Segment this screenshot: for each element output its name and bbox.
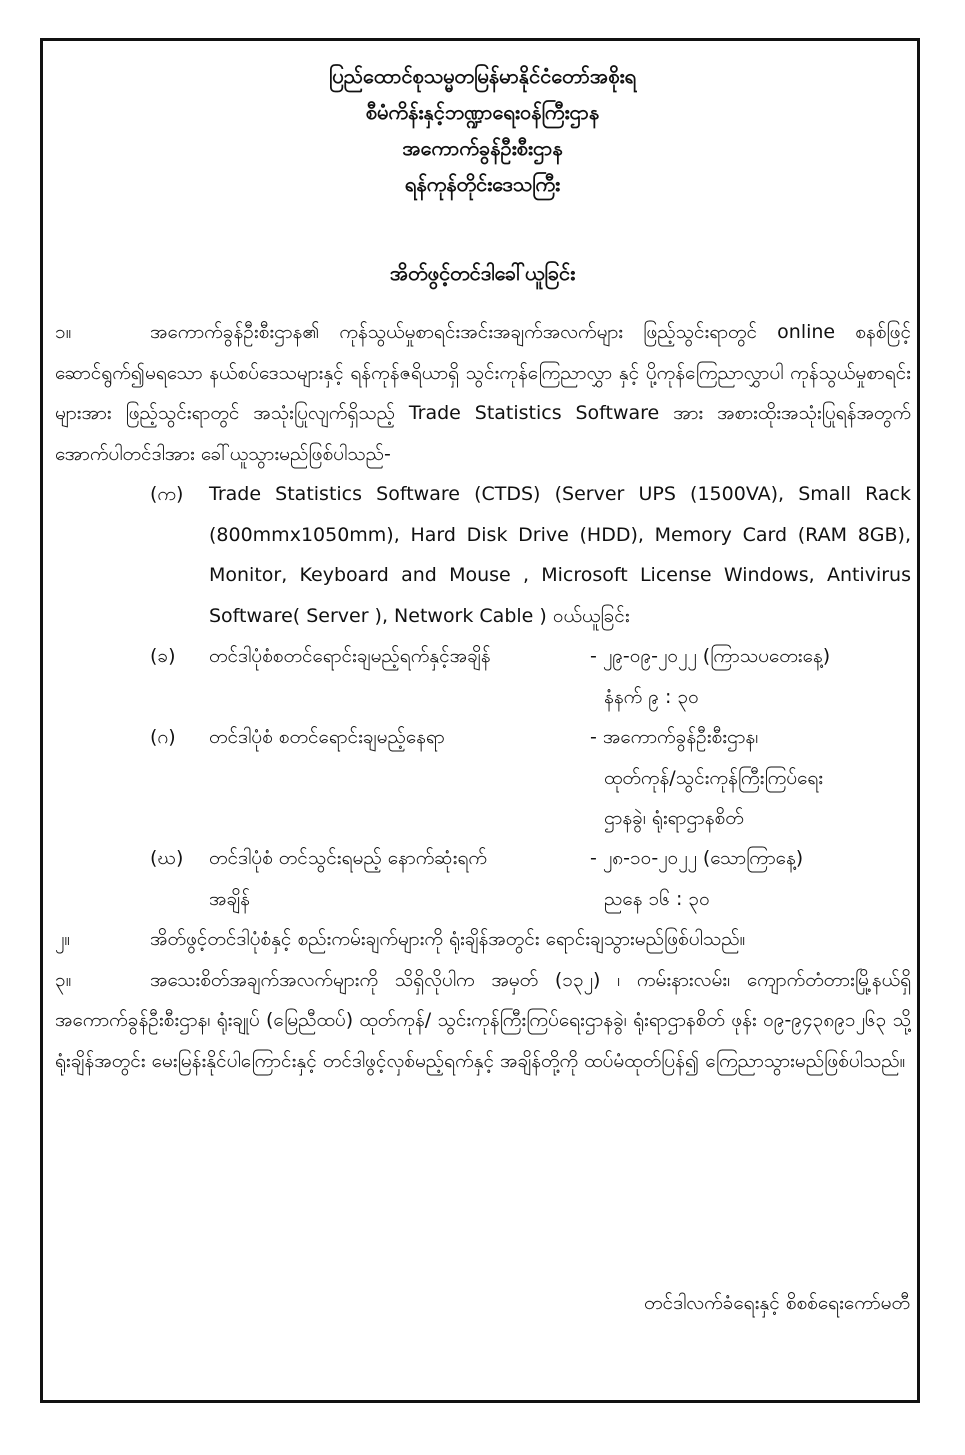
item-ga-label: တင်ဒါပုံစံ စတင်ရောင်းချမည့်နေရာ: [209, 726, 445, 748]
paragraph-1-text: အကောက်ခွန်ဦးစီးဌာန၏ ကုန်သွယ်မှုစာရင်းအင်းအချက်အလက်များ ဖြည့်သွင်းရာတွင် online စနစ်ဖြင့် ဆောင်ရွက်၍မရသော နယ်စပ်ဒေသများနှင့် ရန်ကုန်ဇရိယာရှိ သွင်းကုန်ကြေညာလွှာ နှင့် ပို့ကုန်ကြေညာလွှာပါ ကုန်သွယ်မှုစာရင်းများအား ဖြည့်သွင်းရာတွင် အသုံးပြုလျက်ရှိသည့် Trade Statistics Software အား အစားထိုးအသုံးပြုရန်အတွက် အောက်ပါတင်ဒါအား ခေါ်ယူသွားမည်ဖြစ်ပါသည်-: [55, 321, 911, 465]
paragraph-1: [55, 312, 911, 474]
paragraph-1-number: ၁။: [55, 321, 72, 343]
item-gha-mark: (ဃ): [150, 847, 184, 869]
sale-date: - ၂၉-၀၉-၂၀၂၂ (ကြာသပတေးနေ့): [590, 645, 831, 667]
deadline-time: ညနေ ၁၆ : ၃၀: [604, 887, 710, 910]
document-body: [55, 312, 911, 1081]
item-ka: [150, 474, 911, 636]
paragraph-3-number: ၃။: [55, 968, 72, 991]
item-ga: [150, 717, 911, 838]
header-ministry: စီမံကိန်းနှင့်ဘဏ္ဍာရေးဝန်ကြီးဌာန: [365, 100, 600, 124]
sale-time: နံနက် ၉ : ၃၀: [604, 685, 699, 708]
sale-location-line-3: ဌာနခွဲ၊ ရုံးရာဌာနစိတ်: [604, 807, 744, 829]
header-region: ရန်ကုန်တိုင်းဒေသကြီး: [404, 172, 561, 196]
paragraph-2: [55, 919, 911, 960]
signature-committee: တင်ဒါလက်ခံရေးနှင့် စိစစ်ရေးကော်မတီ: [644, 1292, 910, 1314]
paragraph-3-text: အသေးစိတ်အချက်အလက်များကို သိရှိလိုပါက အမှတ် (၁၃၂) ၊ ကမ်းနားလမ်း၊ ကျောက်တံတားမြို့နယ်ရှိ အကောက်ခွန်ဦးစီးဌာန၊ ရုံးချုပ် (မြေညီထပ်) ထုတ်ကုန်/ သွင်းကုန်ကြီးကြပ်ရေးဌာနခွဲ၊ ရုံးရာဌာနစိတ် ဖုန်း ၀၉-၉၄၃၈၉၁၂၆၃ သို့ ရုံးချိန်အတွင်း မေးမြန်းနိုင်ပါကြောင်းနှင့် တင်ဒါဖွင့်လှစ်မည့်ရက်နှင့် အချိန်တို့ကို ထပ်မံထုတ်ပြန်၍ ကြေညာသွားမည်ဖြစ်ပါသည်။: [55, 968, 911, 1072]
item-kha: [150, 636, 911, 717]
item-ga-value: [590, 717, 920, 839]
paragraph-2-number: ၂။: [55, 928, 71, 950]
header-department: အကောက်ခွန်ဦးစီးဌာန: [402, 136, 563, 160]
item-gha-value: [590, 838, 920, 919]
sale-location-line-2: ထုတ်ကုန်/သွင်းကုန်ကြီးကြပ်ရေး: [604, 766, 824, 789]
deadline-label-line-1: တင်ဒါပုံစံ တင်သွင်းရမည့် နောက်ဆုံးရက်: [209, 847, 487, 869]
document-header: [0, 58, 965, 202]
notice-title: အိတ်ဖွင့်တင်ဒါခေါ်ယူခြင်း: [389, 261, 576, 285]
deadline-label-line-2: အချိန်: [209, 887, 250, 910]
item-kha-label: တင်ဒါပုံစံစတင်ရောင်းချမည့်ရက်နှင့်အချိန်: [209, 645, 491, 667]
deadline-date: - ၂၈-၁၀-၂၀၂၂ (သောကြာနေ့): [590, 847, 804, 869]
item-ka-mark: (က): [150, 483, 184, 505]
header-government: ပြည်ထောင်စုသမ္မတမြန်မာနိုင်ငံတော်အစိုးရ: [328, 64, 637, 88]
item-gha: [150, 838, 911, 919]
sale-location-line-1: - အကောက်ခွန်ဦးစီးဌာန၊: [590, 726, 759, 748]
item-kha-mark: (ခ): [150, 645, 176, 667]
item-kha-value: [590, 636, 920, 717]
item-ga-mark: (ဂ): [150, 726, 176, 748]
paragraph-3: [55, 960, 911, 1082]
paragraph-2-text: အိတ်ဖွင့်တင်ဒါပုံစံနှင့် စည်းကမ်းချက်များကို ရုံးချိန်အတွင်း ရောင်းချသွားမည်ဖြစ်ပါသည်။: [150, 928, 746, 950]
item-ka-text: Trade Statistics Software (CTDS) (Server UPS (1500VA), Small Rack (800mmx1050mm), Hard Disk Drive (HDD), Memory Card (RAM 8GB), Monitor, Keyboard and Mouse , Microsoft License Windows, Antivirus Software( Server ), Network Cable ) ဝယ်ယူခြင်း: [209, 483, 911, 627]
item-gha-label: [209, 838, 589, 919]
tender-items: [150, 474, 911, 919]
